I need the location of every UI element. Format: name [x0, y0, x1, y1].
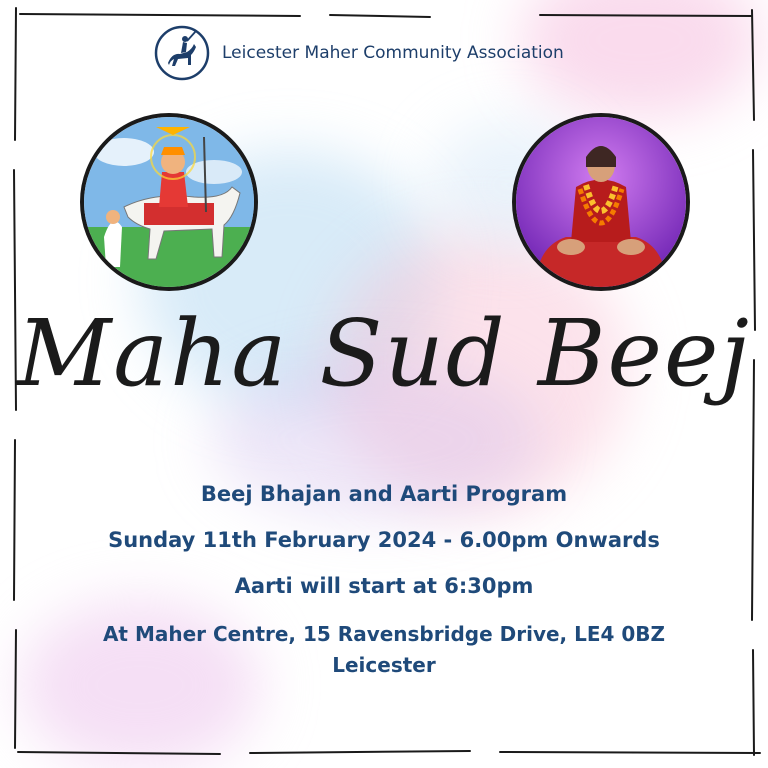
seated-saint-portrait-icon: [512, 113, 690, 291]
program-name: Beej Bhajan and Aarti Program: [200, 482, 568, 506]
event-date-time: Sunday 11th February 2024 - 6.00pm Onwards: [108, 528, 660, 552]
venue-address: At Maher Centre, 15 Ravensbridge Drive, LE4 0BZ: [102, 622, 666, 646]
organization-name: Leicester Maher Community Association: [222, 43, 564, 63]
event-title: Maha Sud Beej: [17, 300, 751, 407]
organization-header: [154, 25, 564, 81]
aarti-start-time: Aarti will start at 6:30pm: [234, 574, 534, 598]
deity-on-horse-portrait-icon: [80, 113, 258, 291]
venue-city: Leicester: [332, 653, 436, 677]
horse-rider-logo-icon: [154, 25, 210, 81]
